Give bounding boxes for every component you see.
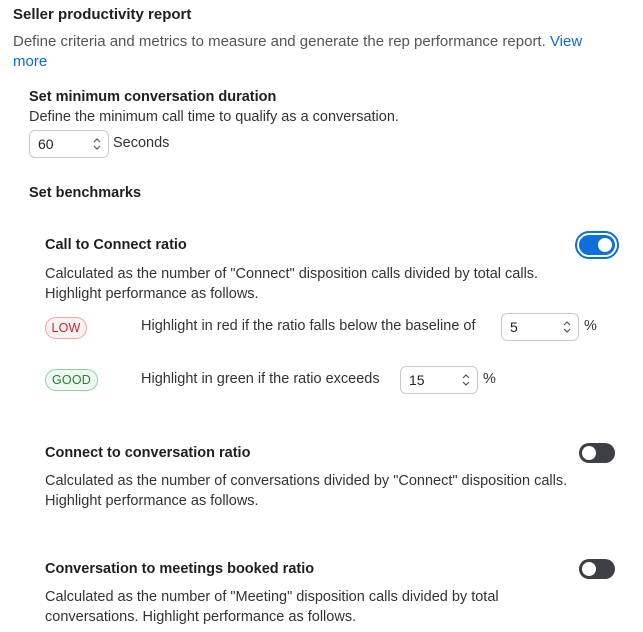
good-threshold-value[interactable]: 15 <box>409 372 425 388</box>
page-description-text: Define criteria and metrics to measure and generate the rep performance report. <box>13 33 546 50</box>
low-threshold-label: Highlight in red if the ratio falls below the baseline of <box>141 318 476 334</box>
good-threshold-unit: % <box>483 371 496 387</box>
min-duration-value[interactable]: 60 <box>38 136 54 152</box>
page-description <box>13 32 613 72</box>
chevron-down-icon[interactable] <box>563 328 571 334</box>
call-to-connect-toggle[interactable] <box>579 235 615 255</box>
page-title: Seller productivity report <box>13 6 192 23</box>
connect-to-conversation-title: Connect to conversation ratio <box>45 445 251 461</box>
good-threshold-label: Highlight in green if the ratio exceeds <box>141 371 380 387</box>
low-badge: LOW <box>45 317 87 339</box>
good-badge: GOOD <box>45 369 98 391</box>
conversation-to-meetings-toggle[interactable] <box>579 559 615 579</box>
chevron-up-icon[interactable] <box>462 373 470 379</box>
call-to-connect-description-2: Highlight performance as follows. <box>45 286 259 302</box>
chevron-down-icon[interactable] <box>93 145 101 151</box>
benchmarks-title: Set benchmarks <box>29 185 142 201</box>
connect-to-conversation-toggle[interactable] <box>579 443 615 463</box>
chevron-down-icon[interactable] <box>462 381 470 387</box>
conversation-to-meetings-description-2: conversations. Highlight performance as follows. <box>45 609 357 625</box>
good-threshold-stepper[interactable] <box>400 366 478 394</box>
min-duration-title: Set minimum conversation duration <box>29 89 277 105</box>
chevron-up-icon[interactable] <box>93 137 101 143</box>
chevron-up-icon[interactable] <box>563 320 571 326</box>
min-duration-unit: Seconds <box>113 135 170 151</box>
toggle-knob <box>582 562 596 576</box>
conversation-to-meetings-description-1: Calculated as the number of "Meeting" disposition calls divided by total <box>45 589 499 605</box>
toggle-knob <box>598 238 612 252</box>
connect-to-conversation-description-1: Calculated as the number of conversations divided by "Connect" disposition calls. <box>45 473 568 489</box>
min-duration-description: Define the minimum call time to qualify as a conversation. <box>29 109 399 125</box>
stepper-arrows[interactable] <box>560 320 574 334</box>
toggle-knob <box>582 446 596 460</box>
low-threshold-unit: % <box>584 318 597 334</box>
min-duration-stepper[interactable] <box>29 130 109 158</box>
call-to-connect-description-1: Calculated as the number of "Connect" disposition calls divided by total calls. <box>45 266 539 282</box>
conversation-to-meetings-title: Conversation to meetings booked ratio <box>45 561 315 577</box>
view-more-link[interactable]: View more <box>13 33 583 70</box>
connect-to-conversation-description-2: Highlight performance as follows. <box>45 493 259 509</box>
low-threshold-value[interactable]: 5 <box>510 319 518 335</box>
stepper-arrows[interactable] <box>90 137 104 151</box>
low-threshold-stepper[interactable] <box>501 313 579 341</box>
stepper-arrows[interactable] <box>459 373 473 387</box>
call-to-connect-title: Call to Connect ratio <box>45 237 187 253</box>
